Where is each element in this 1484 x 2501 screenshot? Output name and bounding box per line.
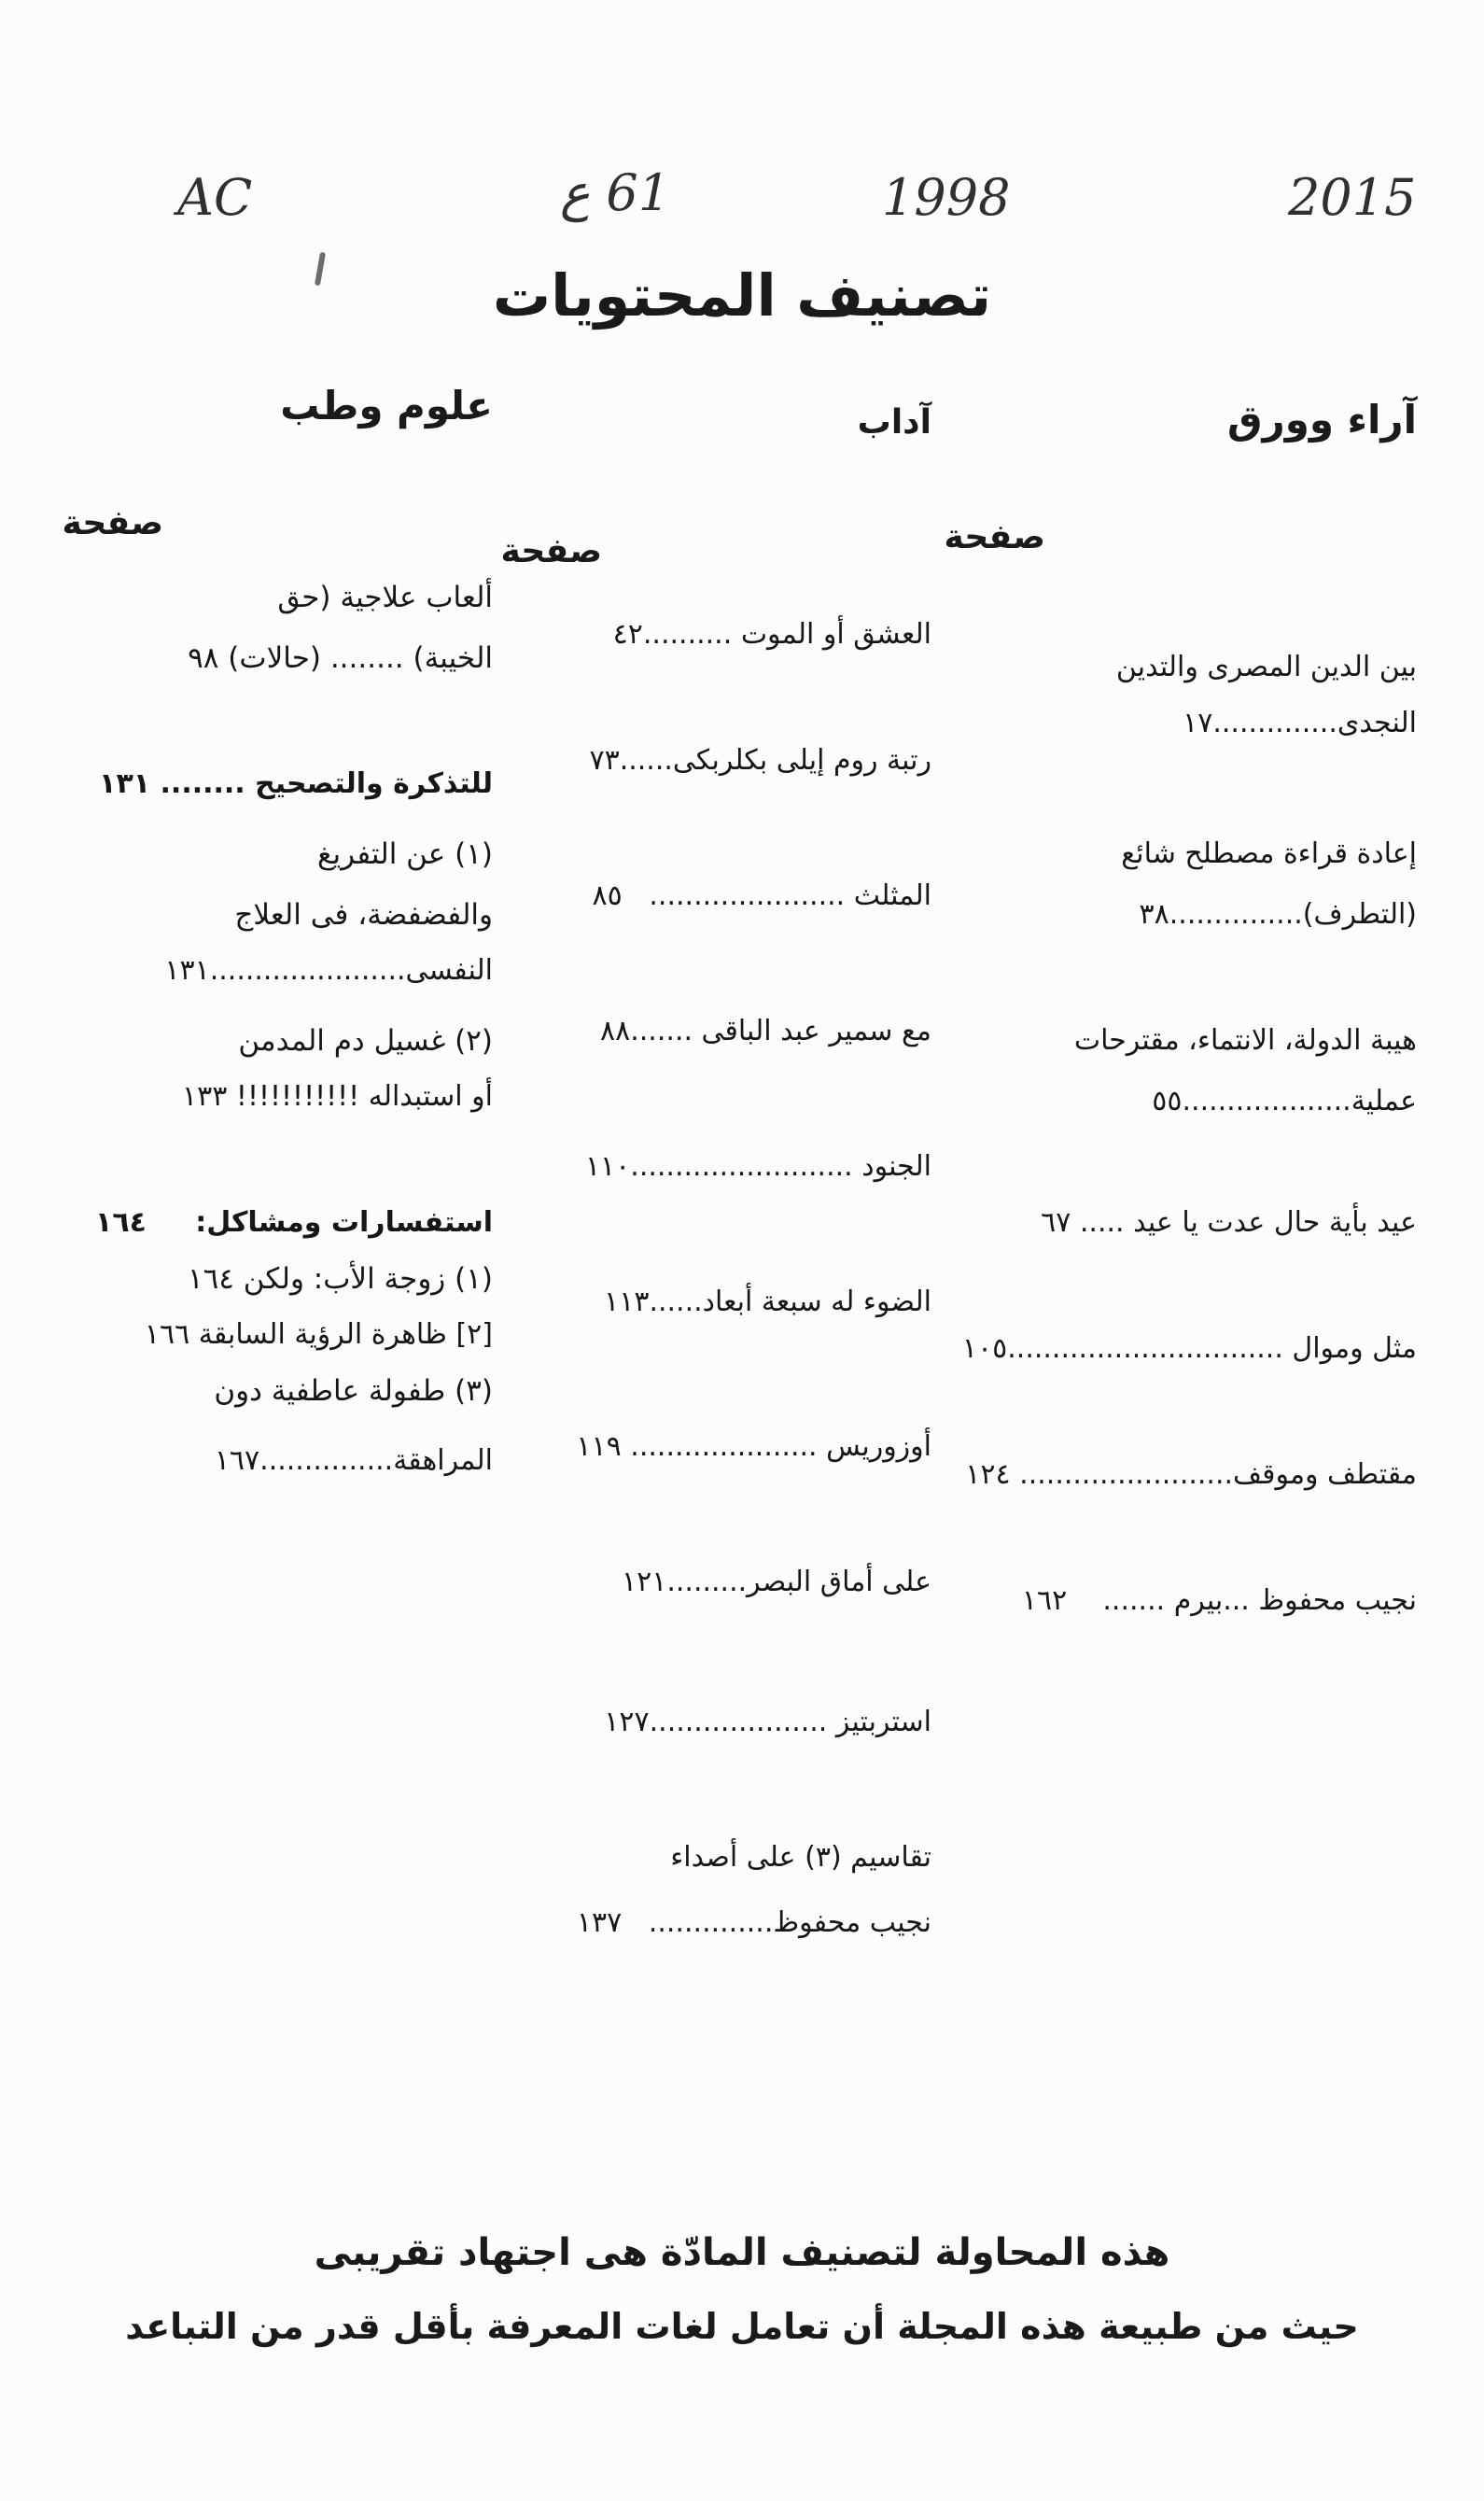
toc-dots: .............. <box>1212 707 1337 739</box>
toc-entry-page: ٨٨ <box>600 1015 631 1047</box>
toc-dots: .......... <box>642 618 733 651</box>
toc-entry <box>604 1704 931 1741</box>
toc-dots: ......... <box>666 1566 748 1598</box>
toc-dots: ...... <box>619 744 673 777</box>
toc-entry <box>593 878 931 915</box>
toc-entry-title: استربتيز <box>835 1706 931 1738</box>
toc-entry-title: تقاسيم (٣) على أصداء <box>670 1841 931 1874</box>
toc-entry-title: ألعاب علاجية (حق <box>277 581 493 614</box>
toc-entry-title: أوزوريس <box>826 1430 931 1463</box>
toc-entry <box>215 1442 493 1480</box>
toc-dots: ............... <box>1169 898 1303 931</box>
toc-entry-page: ٥٥ <box>1152 1085 1183 1117</box>
toc-dots: .................... <box>649 1706 828 1738</box>
handwritten-number: 2015 <box>1288 168 1417 227</box>
toc-entry-title: المراهقة <box>393 1444 493 1477</box>
toc-dots: ........ <box>160 767 245 800</box>
toc-entry <box>1041 1204 1417 1242</box>
toc-entry-title: أو استبداله !!!!!!!!!!! <box>235 1080 493 1113</box>
toc-dots: ......................... <box>630 1150 853 1183</box>
toc-entry-title: الضوء له سبعة أبعاد <box>702 1286 931 1318</box>
page-title: تصنيف المحتويات <box>492 261 992 330</box>
toc-entry <box>604 1284 931 1321</box>
toc-entry-page: ٧٣ <box>589 744 620 777</box>
toc-entry <box>1140 896 1417 934</box>
toc-entry-title: العشق أو الموت <box>740 618 931 651</box>
toc-entry <box>188 1260 493 1298</box>
toc-entry-page: ١٣١ <box>99 767 151 800</box>
toc-entry-title: النجدى <box>1337 707 1417 739</box>
toc-entry-title: عيد بأية حال عدت يا عيد <box>1133 1206 1417 1239</box>
toc-entry-page: ٨٥ <box>592 879 623 912</box>
footer-note-line-2: حيث من طبيعة هذه المجلة أن تعامل لغات المعرفة بأقل قدر من التباعد <box>125 2306 1359 2347</box>
toc-entry-page: ١٦٢ <box>1021 1584 1068 1617</box>
toc-dots: ............................... <box>1007 1332 1283 1365</box>
toc-dots: ..... <box>1079 1206 1125 1239</box>
handwritten-year: 1998 <box>882 168 1011 227</box>
toc-dots: ...... <box>649 1286 703 1318</box>
toc-entry <box>1183 705 1417 742</box>
toc-entry-title: على أماق البصر <box>747 1566 931 1598</box>
toc-entry-title: مع سمير عبد الباقى <box>701 1015 931 1047</box>
toc-entry <box>182 1078 493 1116</box>
toc-entry-title: مثل وموال <box>1292 1332 1417 1365</box>
toc-entry-title: بين الدين المصرى والتدين <box>1115 651 1417 683</box>
toc-entry-page: ٦٧ <box>1041 1206 1071 1239</box>
toc-entry-page: ١٢١ <box>622 1566 667 1598</box>
toc-entry-title: استفسارات ومشاكل: <box>195 1206 493 1239</box>
toc-entry-page: ١٣٣ <box>182 1080 228 1113</box>
toc-entry-title: نجيب محفوظ <box>773 1906 931 1939</box>
heading-science: علوم وطب <box>280 383 493 429</box>
heading-opinions: آراء وورق <box>1226 397 1417 443</box>
toc-entry-title: إعادة قراءة مصطلح شائع <box>1121 837 1417 870</box>
toc-dots: ........................ <box>1019 1458 1234 1491</box>
toc-entry <box>1152 1083 1417 1120</box>
toc-entry <box>164 952 493 990</box>
toc-entry-title: عملية <box>1351 1085 1417 1117</box>
toc-entry-page: ١٣١ <box>164 954 210 987</box>
toc-entry-title: هيبة الدولة، الانتماء، مقترحات <box>1073 1024 1417 1057</box>
toc-entry <box>622 1564 931 1601</box>
column-literature <box>530 0 931 2501</box>
toc-dots: ................... <box>1182 1085 1351 1117</box>
toc-entry-page: ١٣٧ <box>576 1906 623 1939</box>
toc-entry-page: ١٦٤ <box>187 1262 234 1296</box>
toc-entry-page: ١٧ <box>1183 707 1213 739</box>
toc-entry-title: والفضفضة، فى العلاج <box>234 898 493 932</box>
toc-entry <box>577 1904 931 1942</box>
toc-entry-title: الجنود <box>861 1150 931 1183</box>
toc-entry-page: ١٦٧ <box>214 1444 260 1477</box>
toc-entry-page: ٤٢ <box>612 618 643 651</box>
toc-entry <box>585 1148 931 1186</box>
page-label-opinions: صفحة <box>944 518 1045 556</box>
toc-entry <box>99 766 493 803</box>
toc-entry-title: (١) عن التفريغ <box>317 837 493 871</box>
toc-entry-page: ١٦٤ <box>95 1206 147 1239</box>
footer-note-line-1: هذه المحاولة لتصنيف المادّة هى اجتهاد تقريبى <box>314 2231 1170 2274</box>
toc-entry-page: ١٢٤ <box>965 1458 1011 1491</box>
handwritten-issue: 61 ع <box>560 163 671 222</box>
toc-entry-title: للتذكرة والتصحيح <box>255 767 493 800</box>
toc-entry-title: نجيب محفوظ ...بيرم <box>1173 1584 1417 1617</box>
page-label-science: صفحة <box>62 504 163 542</box>
heading-literature: آداب <box>857 403 931 442</box>
toc-entry <box>589 742 931 780</box>
toc-entry <box>145 1316 493 1354</box>
toc-dots: .............. <box>648 1906 774 1939</box>
toc-entry-page: ١٦٦ <box>144 1318 190 1351</box>
column-science <box>54 0 493 2501</box>
toc-dots: ....... <box>1102 1584 1166 1617</box>
toc-entry-page: ٣٨ <box>1139 898 1169 931</box>
toc-entry-page: ١١٩ <box>576 1430 622 1463</box>
toc-entry <box>965 1456 1417 1494</box>
toc-entry-page: ١٢٧ <box>604 1706 650 1738</box>
toc-entry-title: مقتطف وموقف <box>1233 1458 1417 1491</box>
toc-entry-title: [٢] ظاهرة الرؤية السابقة <box>198 1318 493 1351</box>
toc-dots: ...................... <box>209 954 406 987</box>
toc-entry-title: النفسى <box>405 954 493 987</box>
toc-entry-page: ١٠٥ <box>961 1332 1008 1365</box>
toc-entry-title: (التطرف) <box>1302 898 1417 931</box>
toc-entry <box>962 1330 1417 1368</box>
toc-dots: ............... <box>259 1444 394 1477</box>
toc-entry-title: رتبة روم إيلى بكلربكى <box>672 744 931 777</box>
toc-entry-title: (٣) طفولة عاطفية دون <box>214 1374 493 1408</box>
toc-entry-page: ١١٠ <box>584 1150 631 1183</box>
page-label-literature: صفحة <box>500 532 602 570</box>
toc-entry-title: (١) زوجة الأب: ولكن <box>243 1262 493 1296</box>
toc-entry <box>95 1204 493 1242</box>
toc-entry <box>1022 1582 1417 1620</box>
toc-entry-page: ١١٣ <box>604 1286 650 1318</box>
toc-entry-title: (٢) غسيل دم المدمن <box>238 1024 493 1058</box>
toc-dots: ..................... <box>630 1430 818 1463</box>
toc-entry <box>576 1428 931 1466</box>
toc-entry <box>613 616 931 653</box>
toc-dots: ....... <box>630 1015 693 1047</box>
toc-dots: ...................... <box>649 879 846 912</box>
toc-entry <box>600 1013 931 1050</box>
toc-entry-title: المثلث <box>853 879 931 912</box>
handwritten-code: AC <box>177 168 253 227</box>
toc-entry-title: الخيبة) ........ (حالات) ٩٨ <box>188 641 493 675</box>
